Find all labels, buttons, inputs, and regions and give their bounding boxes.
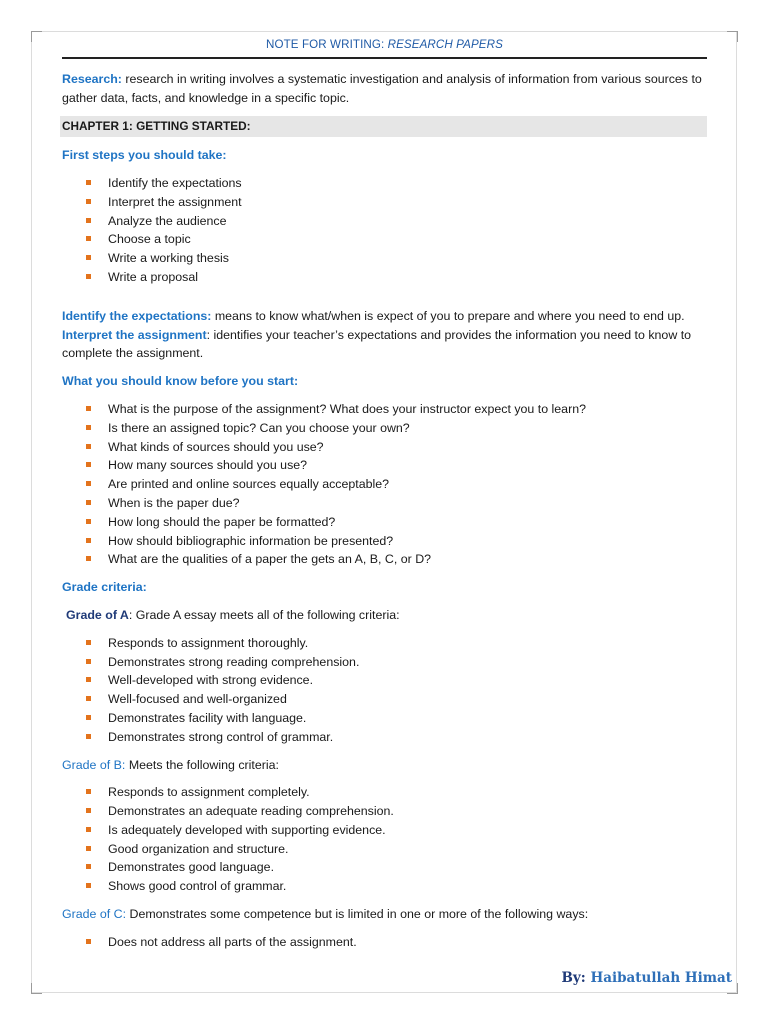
square-bullet-icon <box>86 827 91 832</box>
square-bullet-icon <box>86 883 91 888</box>
list-item-text: Well-developed with strong evidence. <box>108 673 314 688</box>
list-item-text: Choose a topic <box>108 232 191 247</box>
list-item <box>86 802 707 821</box>
square-bullet-icon <box>86 556 91 561</box>
list-item-text: Write a working thesis <box>108 251 229 266</box>
list-item <box>86 268 707 287</box>
definition-interpret-text: : identifies your teacher’s expectations and provides the information you need to know to complete the assignment. <box>62 327 692 361</box>
list-item <box>86 634 707 653</box>
grade-c-list <box>62 933 707 952</box>
first-steps-list <box>62 174 707 287</box>
square-bullet-icon <box>86 218 91 223</box>
square-bullet-icon <box>86 519 91 524</box>
square-bullet-icon <box>86 734 91 739</box>
byline-author: Haibatullah Himat <box>590 970 732 986</box>
intro-paragraph <box>62 70 707 108</box>
square-bullet-icon <box>86 481 91 486</box>
list-item <box>86 400 707 419</box>
byline-prefix: By: <box>561 970 591 986</box>
list-item <box>86 475 707 494</box>
square-bullet-icon <box>86 444 91 449</box>
author-byline <box>562 970 733 986</box>
list-item <box>86 494 707 513</box>
list-item-text: Analyze the audience <box>108 213 227 228</box>
definition-expectations-term: Identify the expectations: <box>62 308 212 323</box>
square-bullet-icon <box>86 789 91 794</box>
list-item-text: Demonstrates strong control of grammar. <box>108 729 334 744</box>
grade-c-text: Demonstrates some competence but is limited in one or more of the following ways: <box>126 907 589 922</box>
square-bullet-icon <box>86 199 91 204</box>
intro-term: Research: <box>62 71 122 86</box>
square-bullet-icon <box>86 677 91 682</box>
list-item-text: Shows good control of grammar. <box>108 879 287 894</box>
list-item-text: Well-focused and well-organized <box>108 692 287 707</box>
list-item <box>86 513 707 532</box>
list-item <box>86 671 707 690</box>
list-item <box>86 419 707 438</box>
list-item-text: Responds to assignment thoroughly. <box>108 635 309 650</box>
header-prefix: NOTE FOR WRITING: <box>266 38 388 51</box>
grade-a-list <box>62 634 707 747</box>
square-bullet-icon <box>86 406 91 411</box>
list-item-text: Demonstrates strong reading comprehension. <box>108 654 360 669</box>
list-item <box>86 933 707 952</box>
list-item-text: Demonstrates good language. <box>108 860 275 875</box>
list-item-text: How should bibliographic information be presented? <box>108 533 394 548</box>
list-item-text: Interpret the assignment <box>108 194 242 209</box>
first-steps-heading: First steps you should take: <box>62 148 227 163</box>
crop-mark-top-right <box>727 31 738 42</box>
list-item-text: Write a proposal <box>108 269 198 284</box>
list-item-text: Demonstrates an adequate reading comprehension. <box>108 804 394 819</box>
definition-expectations-text: means to know what/when is expect of you to prepare and where you need to end up. <box>211 308 685 323</box>
list-item-text: Identify the expectations <box>108 175 242 190</box>
grade-a-term: Grade of A <box>66 607 129 622</box>
list-item <box>86 690 707 709</box>
definition-interpret-term: Interpret the assignment <box>62 327 207 342</box>
square-bullet-icon <box>86 255 91 260</box>
list-item-text: Is adequately developed with supporting evidence. <box>108 822 386 837</box>
list-item <box>86 877 707 896</box>
intro-text: research in writing involves a systematic investigation and analysis of information from various sources to gather data, facts, and knowledge in a specific topic. <box>62 71 702 105</box>
list-item <box>86 212 707 231</box>
list-item <box>86 550 707 569</box>
list-item <box>86 438 707 457</box>
list-item-text: Good organization and structure. <box>108 841 289 856</box>
list-item <box>86 193 707 212</box>
grade-a-paragraph <box>62 606 707 625</box>
page-header <box>62 36 707 59</box>
list-item <box>86 728 707 747</box>
square-bullet-icon <box>86 640 91 645</box>
square-bullet-icon <box>86 696 91 701</box>
list-item-text: What are the qualities of a paper the gets an A, B, C, or D? <box>108 552 432 567</box>
square-bullet-icon <box>86 500 91 505</box>
square-bullet-icon <box>86 864 91 869</box>
list-item <box>86 230 707 249</box>
grade-c-paragraph <box>62 905 707 924</box>
list-item-text: Does not address all parts of the assignment. <box>108 934 357 949</box>
square-bullet-icon <box>86 274 91 279</box>
square-bullet-icon <box>86 462 91 467</box>
list-item <box>86 783 707 802</box>
header-title: RESEARCH PAPERS <box>387 38 503 51</box>
list-item-text: Responds to assignment completely. <box>108 785 310 800</box>
square-bullet-icon <box>86 425 91 430</box>
list-item-text: How long should the paper be formatted? <box>108 514 336 529</box>
list-item <box>86 858 707 877</box>
definition-interpret <box>62 326 707 364</box>
grade-b-list <box>62 783 707 896</box>
grade-b-paragraph <box>62 756 707 775</box>
grade-b-term: Grade of B: <box>62 757 126 772</box>
definition-expectations <box>62 307 707 326</box>
square-bullet-icon <box>86 538 91 543</box>
list-item-text: What kinds of sources should you use? <box>108 439 324 454</box>
list-item <box>86 532 707 551</box>
crop-mark-bottom-left <box>31 983 42 994</box>
square-bullet-icon <box>86 236 91 241</box>
crop-mark-top-left <box>31 31 42 42</box>
list-item <box>86 653 707 672</box>
list-item-text: How many sources should you use? <box>108 458 308 473</box>
list-item <box>86 840 707 859</box>
square-bullet-icon <box>86 180 91 185</box>
grade-criteria-heading: Grade criteria: <box>62 580 147 595</box>
list-item-text: Is there an assigned topic? Can you choose your own? <box>108 420 410 435</box>
list-item <box>86 456 707 475</box>
list-item <box>86 249 707 268</box>
grade-b-text: Meets the following criteria: <box>125 757 279 772</box>
document-page <box>62 36 707 952</box>
square-bullet-icon <box>86 715 91 720</box>
list-item-text: What is the purpose of the assignment? What does your instructor expect you to learn? <box>108 401 586 416</box>
list-item <box>86 821 707 840</box>
list-item-text: Are printed and online sources equally acceptable? <box>108 477 390 492</box>
grade-c-term: Grade of C: <box>62 907 127 922</box>
chapter-heading: CHAPTER 1: GETTING STARTED: <box>60 116 707 137</box>
square-bullet-icon <box>86 846 91 851</box>
grade-a-text: : Grade A essay meets all of the following criteria: <box>128 607 400 622</box>
list-item-text: When is the paper due? <box>108 495 240 510</box>
square-bullet-icon <box>86 808 91 813</box>
list-item <box>86 709 707 728</box>
list-item <box>86 174 707 193</box>
before-start-list <box>62 400 707 569</box>
before-start-heading: What you should know before you start: <box>62 374 299 389</box>
square-bullet-icon <box>86 659 91 664</box>
square-bullet-icon <box>86 939 91 944</box>
list-item-text: Demonstrates facility with language. <box>108 710 307 725</box>
